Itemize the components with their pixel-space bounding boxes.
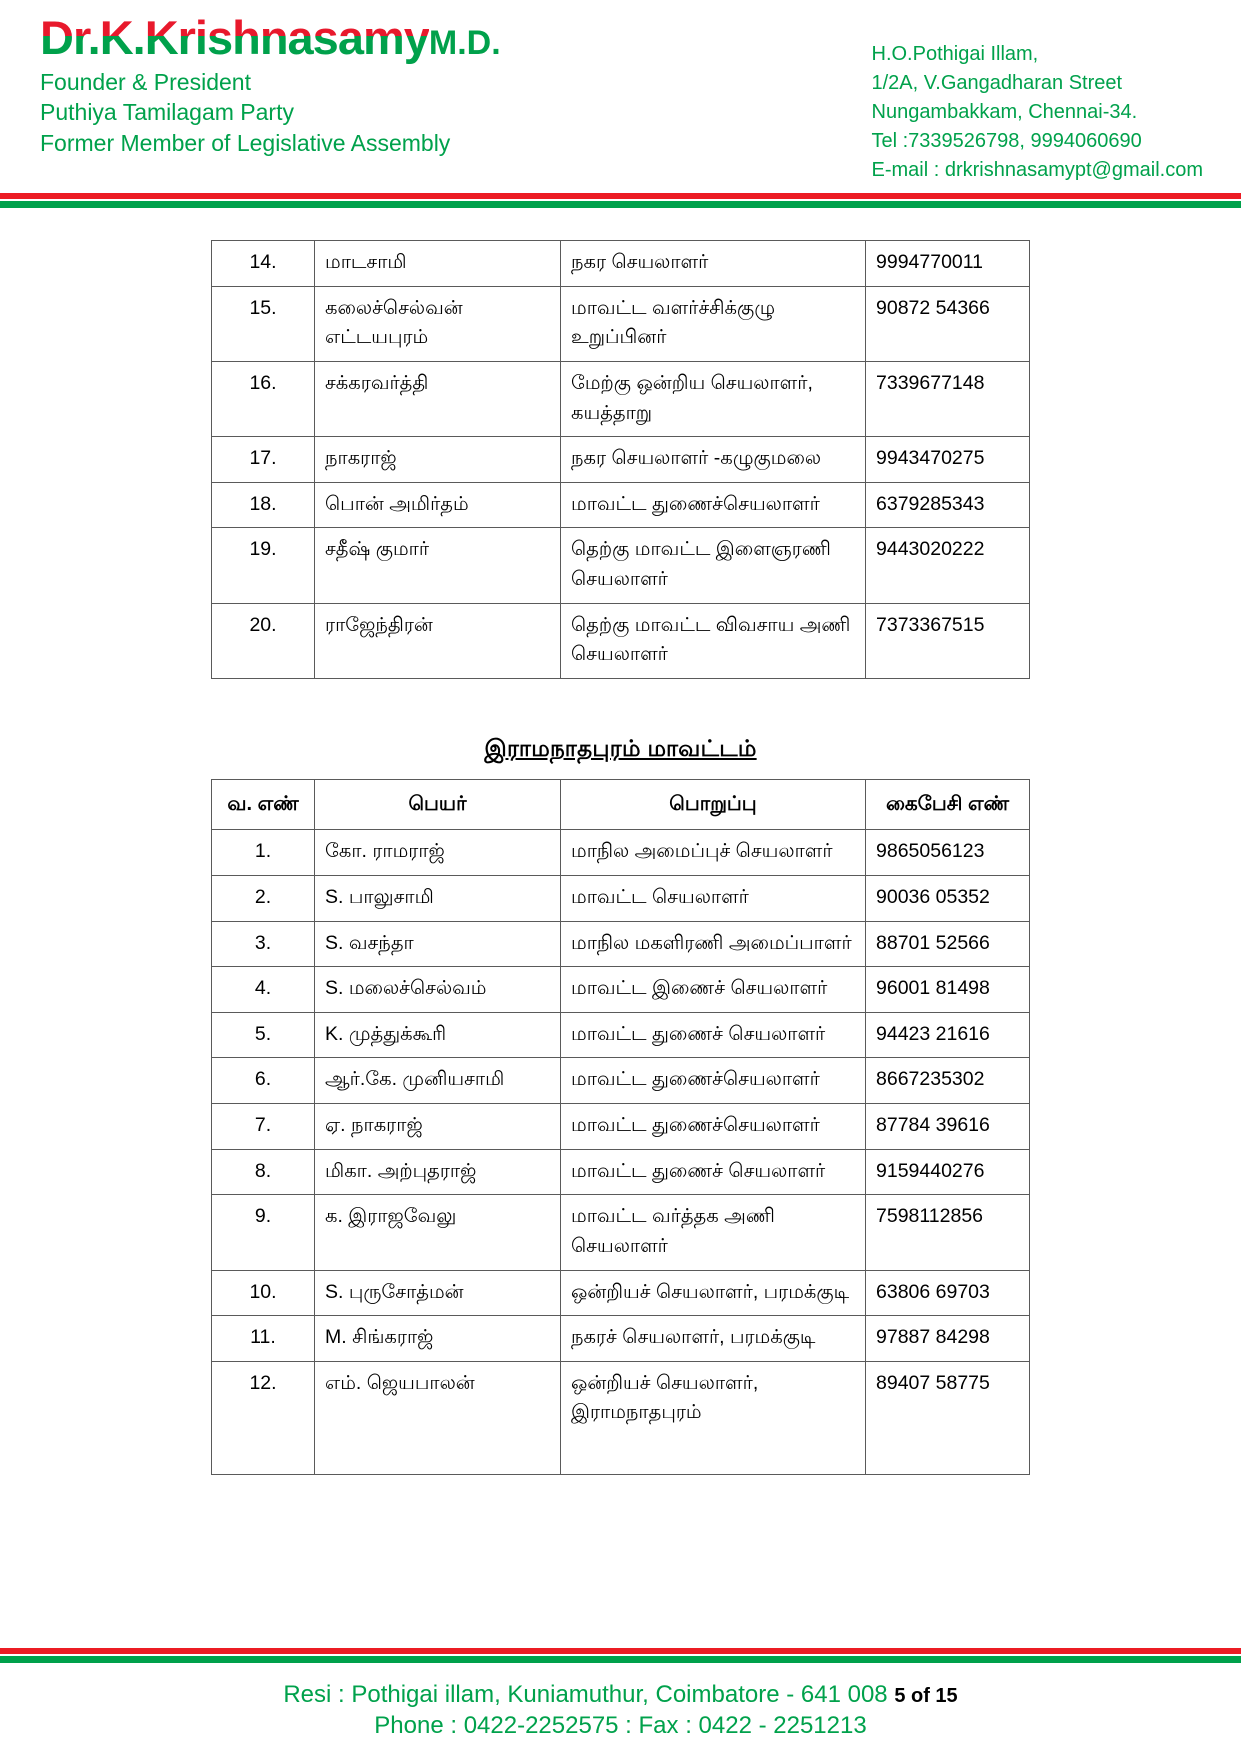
- cell-sno: 12.: [212, 1361, 315, 1474]
- cell-role: மாவட்ட துணைச்செயலாளர்: [561, 1104, 866, 1150]
- address-line-1: H.O.Pothigai Illam,: [871, 43, 1039, 65]
- cell-sno: 2.: [212, 875, 315, 921]
- cell-name: ராஜேந்திரன்: [315, 603, 561, 678]
- cell-role: மாவட்ட துணைச்செயலாளர்: [561, 482, 866, 528]
- footer-phone-fax: Phone : 0422-2252575 : Fax : 0422 - 2251213: [374, 1711, 867, 1739]
- cell-name: க. இராஜவேலு: [315, 1195, 561, 1270]
- table-row: [212, 1058, 1030, 1104]
- cell-role: நகர செயலாளர்: [561, 241, 866, 287]
- cell-name: சக்கரவர்த்தி: [315, 361, 561, 436]
- cell-phone: 9994770011: [866, 241, 1030, 287]
- cell-role: தெற்கு மாவட்ட விவசாய அணி செயலாளர்: [561, 603, 866, 678]
- header-rule-bar: [0, 193, 1241, 208]
- cell-name: S. பாலுசாமி: [315, 875, 561, 921]
- column-header-name: பெயர்: [315, 779, 561, 829]
- cell-phone: 87784 39616: [866, 1104, 1030, 1150]
- cell-name: M. சிங்கராஜ்: [315, 1316, 561, 1362]
- cell-phone: 96001 81498: [866, 967, 1030, 1013]
- table-ramanathapuram-body: [212, 830, 1030, 1475]
- role-founder-president: Founder & President: [40, 68, 251, 95]
- cell-role: மேற்கு ஒன்றிய செயலாளர், கயத்தாறு: [561, 361, 866, 436]
- cell-phone: 6379285343: [866, 482, 1030, 528]
- table-header-row: [212, 779, 1030, 829]
- table-row: [212, 1361, 1030, 1474]
- cell-name: S. புருசோத்மன்: [315, 1270, 561, 1316]
- cell-name: மாடசாமி: [315, 241, 561, 287]
- header-rule-green: [0, 201, 1241, 208]
- cell-sno: 11.: [212, 1316, 315, 1362]
- cell-sno: 6.: [212, 1058, 315, 1104]
- table-ramanathapuram: [211, 779, 1030, 1475]
- cell-name: ஏ. நாகராஜ்: [315, 1104, 561, 1150]
- table-ramanathapuram-head: [212, 779, 1030, 829]
- cell-role: மாவட்ட செயலாளர்: [561, 875, 866, 921]
- cell-name: மிகா. அற்புதராஜ்: [315, 1149, 561, 1195]
- cell-role: மாவட்ட இணைச் செயலாளர்: [561, 967, 866, 1013]
- cell-sno: 8.: [212, 1149, 315, 1195]
- cell-phone: 90872 54366: [866, 286, 1030, 361]
- cell-role: ஒன்றியச் செயலாளர், பரமக்குடி: [561, 1270, 866, 1316]
- cell-phone: 63806 69703: [866, 1270, 1030, 1316]
- doctor-name: [40, 11, 680, 64]
- cell-role: மாவட்ட துணைச் செயலாளர்: [561, 1149, 866, 1195]
- cell-sno: 1.: [212, 830, 315, 876]
- cell-name: S. வசந்தா: [315, 921, 561, 967]
- cell-phone: 90036 05352: [866, 875, 1030, 921]
- page-number: 5 of 15: [894, 1684, 958, 1707]
- footer-text: [0, 1663, 1241, 1755]
- address-email: E-mail : drkrishnasamypt@gmail.com: [871, 159, 1203, 181]
- column-header-role: பொறுப்பு: [561, 779, 866, 829]
- table-row: [212, 437, 1030, 483]
- cell-name: K. முத்துக்கூரி: [315, 1012, 561, 1058]
- cell-phone: 89407 58775: [866, 1361, 1030, 1474]
- cell-phone: 9943470275: [866, 437, 1030, 483]
- section-title-ramanathapuram: இராமநாதபுரம் மாவட்டம்: [484, 734, 757, 761]
- cell-role: மாவட்ட துணைச்செயலாளர்: [561, 1058, 866, 1104]
- cell-sno: 19.: [212, 528, 315, 603]
- footer-rule-green: [0, 1656, 1241, 1663]
- table-row: [212, 921, 1030, 967]
- page-content: [0, 208, 1241, 1475]
- cell-role: ஒன்றியச் செயலாளர், இராமநாதபுரம்: [561, 1361, 866, 1474]
- cell-name: ஆர்.கே. முனியசாமி: [315, 1058, 561, 1104]
- cell-sno: 5.: [212, 1012, 315, 1058]
- table-row: [212, 1316, 1030, 1362]
- cell-sno: 14.: [212, 241, 315, 287]
- table-row: [212, 967, 1030, 1013]
- table-row: [212, 1149, 1030, 1195]
- table-continued: [211, 240, 1030, 679]
- table-row: [212, 1104, 1030, 1150]
- cell-sno: 16.: [212, 361, 315, 436]
- continued-table-wrapper: [0, 208, 1241, 679]
- cell-sno: 15.: [212, 286, 315, 361]
- cell-phone: 88701 52566: [866, 921, 1030, 967]
- cell-role: மாவட்ட வர்த்தக அணி செயலாளர்: [561, 1195, 866, 1270]
- cell-sno: 3.: [212, 921, 315, 967]
- address-line-3: Nungambakkam, Chennai-34.: [871, 101, 1138, 123]
- cell-sno: 7.: [212, 1104, 315, 1150]
- table-row: [212, 1012, 1030, 1058]
- cell-role: நகர செயலாளர் -கழுகுமலை: [561, 437, 866, 483]
- cell-phone: 8667235302: [866, 1058, 1030, 1104]
- cell-name: பொன் அமிர்தம்: [315, 482, 561, 528]
- column-header-phone: கைபேசி எண்: [866, 779, 1030, 829]
- cell-role: மாவட்ட துணைச் செயலாளர்: [561, 1012, 866, 1058]
- cell-sno: 4.: [212, 967, 315, 1013]
- table-row: [212, 1270, 1030, 1316]
- cell-name: கோ. ராமராஜ்: [315, 830, 561, 876]
- table-continued-body: [212, 241, 1030, 679]
- cell-role: மாநில அமைப்புச் செயலாளர்: [561, 830, 866, 876]
- table-row: [212, 286, 1030, 361]
- cell-name: S. மலைச்செல்வம்: [315, 967, 561, 1013]
- cell-name: சதீஷ் குமார்: [315, 528, 561, 603]
- cell-phone: 97887 84298: [866, 1316, 1030, 1362]
- letterhead: [0, 0, 1241, 185]
- cell-phone: 7339677148: [866, 361, 1030, 436]
- doctor-degree: M.D.: [428, 24, 501, 62]
- table-row: [212, 830, 1030, 876]
- table-row: [212, 482, 1030, 528]
- table-row: [212, 528, 1030, 603]
- cell-phone: 94423 21616: [866, 1012, 1030, 1058]
- cell-role: நகரச் செயலாளர், பரமக்குடி: [561, 1316, 866, 1362]
- table-row: [212, 361, 1030, 436]
- doctor-name-text: Dr.K.Krishnasamy: [40, 11, 429, 64]
- cell-name: நாகராஜ்: [315, 437, 561, 483]
- page-footer: [0, 1648, 1241, 1755]
- table-row: [212, 603, 1030, 678]
- cell-sno: 9.: [212, 1195, 315, 1270]
- footer-rule-bar: [0, 1648, 1241, 1663]
- table-row: [212, 875, 1030, 921]
- address-line-2: 1/2A, V.Gangadharan Street: [871, 72, 1123, 94]
- cell-sno: 18.: [212, 482, 315, 528]
- cell-phone: 9865056123: [866, 830, 1030, 876]
- footer-residence: Resi : Pothigai illam, Kuniamuthur, Coimbatore - 641 008: [283, 1680, 888, 1708]
- cell-sno: 20.: [212, 603, 315, 678]
- cell-role: மாநில மகளிரணி அமைப்பாளர்: [561, 921, 866, 967]
- cell-sno: 10.: [212, 1270, 315, 1316]
- cell-phone: 7373367515: [866, 603, 1030, 678]
- table-row: [212, 1195, 1030, 1270]
- cell-role: மாவட்ட வளர்ச்சிக்குழு உறுப்பினர்: [561, 286, 866, 361]
- cell-role: தெற்கு மாவட்ட இளைஞரணி செயலாளர்: [561, 528, 866, 603]
- address-telephone: Tel :7339526798, 9994060690: [871, 130, 1142, 152]
- cell-phone: 9443020222: [866, 528, 1030, 603]
- role-former-mla: Former Member of Legislative Assembly: [40, 129, 451, 156]
- cell-name: எம். ஜெயபாலன்: [315, 1361, 561, 1474]
- letterhead-left: [40, 11, 680, 158]
- cell-name: கலைச்செல்வன் எட்டயபுரம்: [315, 286, 561, 361]
- cell-phone: 9159440276: [866, 1149, 1030, 1195]
- role-party: Puthiya Tamilagam Party: [40, 99, 294, 126]
- table-row: [212, 241, 1030, 287]
- cell-sno: 17.: [212, 437, 315, 483]
- letterhead-address: [872, 14, 1212, 185]
- column-header-sno: வ. எண்: [212, 779, 315, 829]
- cell-phone: 7598112856: [866, 1195, 1030, 1270]
